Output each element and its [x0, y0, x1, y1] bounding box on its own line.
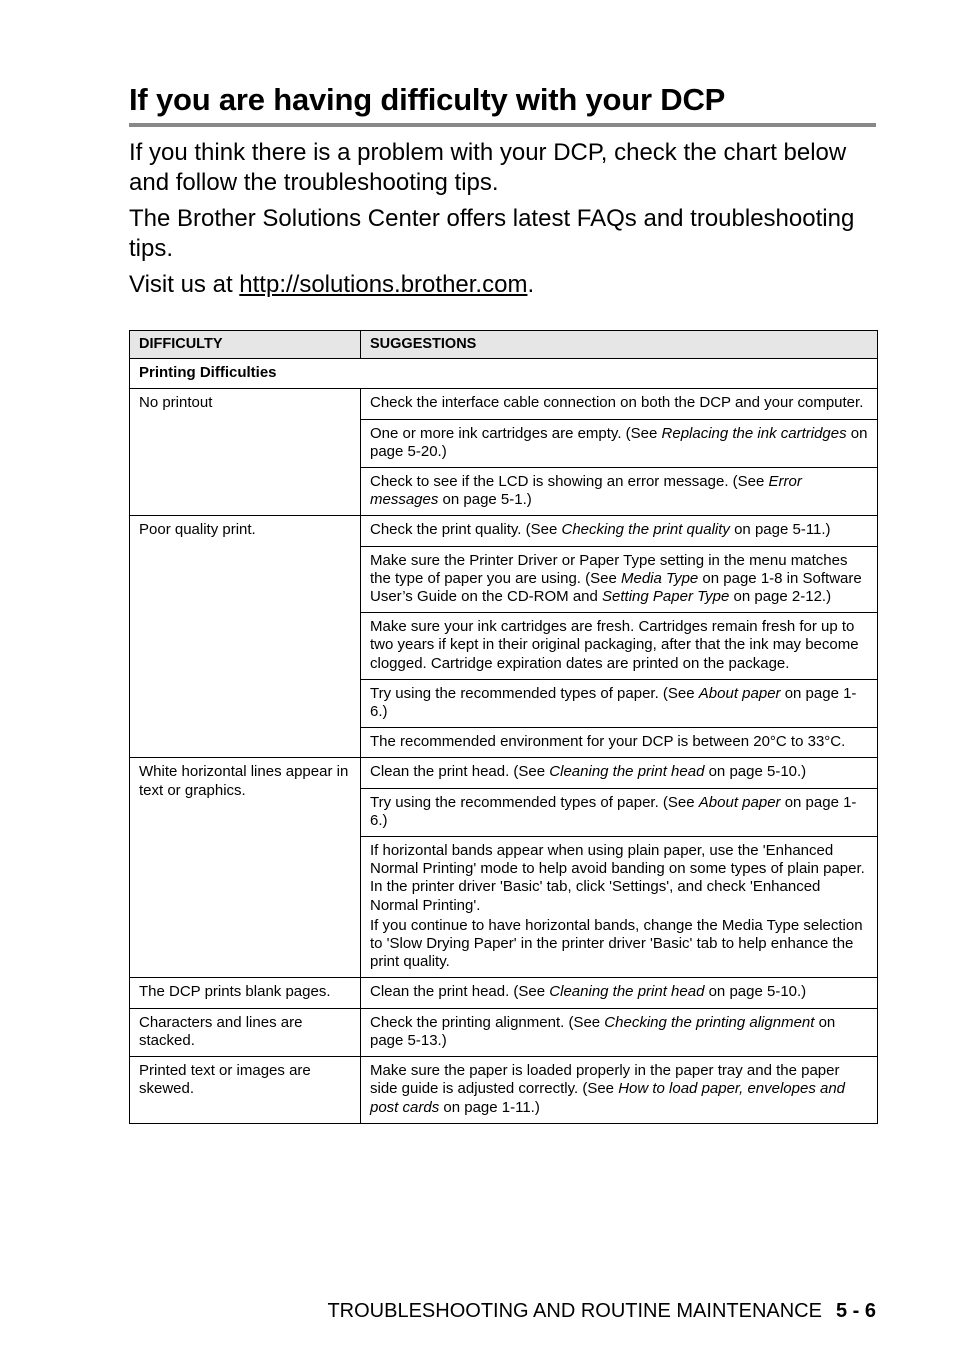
suggestion-cell: Check the print quality. (See Checking the print quality on page 5-11.): [361, 516, 878, 546]
suggestion-cell: Check the printing alignment. (See Checking the printing alignment on page 5-13.): [361, 1008, 878, 1056]
title-rule: [129, 123, 876, 127]
intro-paragraph-2: The Brother Solutions Center offers latest FAQs and troubleshooting tips.: [129, 205, 855, 262]
page-footer: [327, 1300, 876, 1323]
table-header-row: [130, 331, 878, 359]
difficulty-cell: The DCP prints blank pages.: [130, 978, 361, 1008]
table-row: [130, 978, 878, 1008]
suggestion-cell: Make sure the paper is loaded properly in the paper tray and the paper side guide is adjusted correctly. (See How to load paper, envelopes and post cards on page 1-11.): [361, 1057, 878, 1124]
table-row: [130, 1057, 878, 1124]
suggestion-paragraph: If you continue to have horizontal bands, change the Media Type selection to 'Slow Drying Paper' in the printer driver 'Basic' tab to help enhance the print quality.: [370, 916, 863, 971]
visit-prefix: Visit us at: [129, 271, 240, 298]
solutions-link[interactable]: http://solutions.brother.com: [239, 271, 528, 298]
suggestion-cell: Clean the print head. (See Cleaning the print head on page 5-10.): [361, 758, 878, 788]
difficulty-cell: No printout: [130, 389, 361, 516]
troubleshooting-table: [129, 330, 878, 1124]
suggestion-cell: The recommended environment for your DCP is between 20°C to 33°C.: [361, 728, 878, 758]
difficulty-cell: Poor quality print.: [130, 516, 361, 758]
table-row: [130, 516, 878, 546]
difficulty-cell: Printed text or images are skewed.: [130, 1057, 361, 1124]
table-row: [130, 758, 878, 788]
page-title: If you are having difficulty with your DCP: [129, 82, 726, 117]
suggestion-cell: Check the interface cable connection on both the DCP and your computer.: [361, 389, 878, 419]
suggestion-cell: Clean the print head. (See Cleaning the print head on page 5-10.): [361, 978, 878, 1008]
difficulty-cell: Characters and lines are stacked.: [130, 1008, 361, 1056]
suggestion-cell: Try using the recommended types of paper. (See About paper on page 1-6.): [361, 679, 878, 727]
table-row: [130, 1008, 878, 1056]
intro-paragraph-3: [129, 270, 889, 300]
section-title: Printing Difficulties: [130, 359, 878, 389]
suggestion-paragraph: If horizontal bands appear when using plain paper, use the 'Enhanced Normal Printing' mode to help avoid banding on some types of plain paper. In the printer driver 'Basic' tab, click 'Settings', and check 'Enhanced Normal Printing'.: [370, 842, 865, 914]
suggestion-cell: Make sure the Printer Driver or Paper Type setting in the menu matches the type of paper you are using. (See Media Type on page 1-8 in Software User’s Guide on the CD-ROM and Setting Paper Type on page 2-12.): [361, 546, 878, 613]
suggestion-cell: Make sure your ink cartridges are fresh. Cartridges remain fresh for up to two years if kept in their original packaging, after that the ink may become clogged. Cartridge expiration dates are printed on the package.: [361, 613, 878, 680]
intro-text: [129, 138, 889, 306]
intro-paragraph-1: If you think there is a problem with your DCP, check the chart below and follow the troubleshooting tips.: [129, 139, 847, 196]
section-row: [130, 359, 878, 389]
suggestion-cell: One or more ink cartridges are empty. (See Replacing the ink cartridges on page 5-20.): [361, 419, 878, 467]
difficulty-cell: White horizontal lines appear in text or graphics.: [130, 758, 361, 978]
header-difficulty: DIFFICULTY: [130, 331, 361, 359]
suggestion-cell: Check to see if the LCD is showing an error message. (See Error messages on page 5-1.): [361, 468, 878, 516]
suggestion-cell: [361, 837, 878, 978]
header-suggestions: SUGGESTIONS: [361, 331, 878, 359]
page-number: 5 - 6: [835, 1300, 876, 1322]
suggestion-cell: Try using the recommended types of paper. (See About paper on page 1-6.): [361, 788, 878, 836]
table-row: [130, 389, 878, 419]
visit-suffix: .: [527, 271, 535, 298]
footer-section-title: TROUBLESHOOTING AND ROUTINE MAINTENANCE: [327, 1300, 822, 1322]
